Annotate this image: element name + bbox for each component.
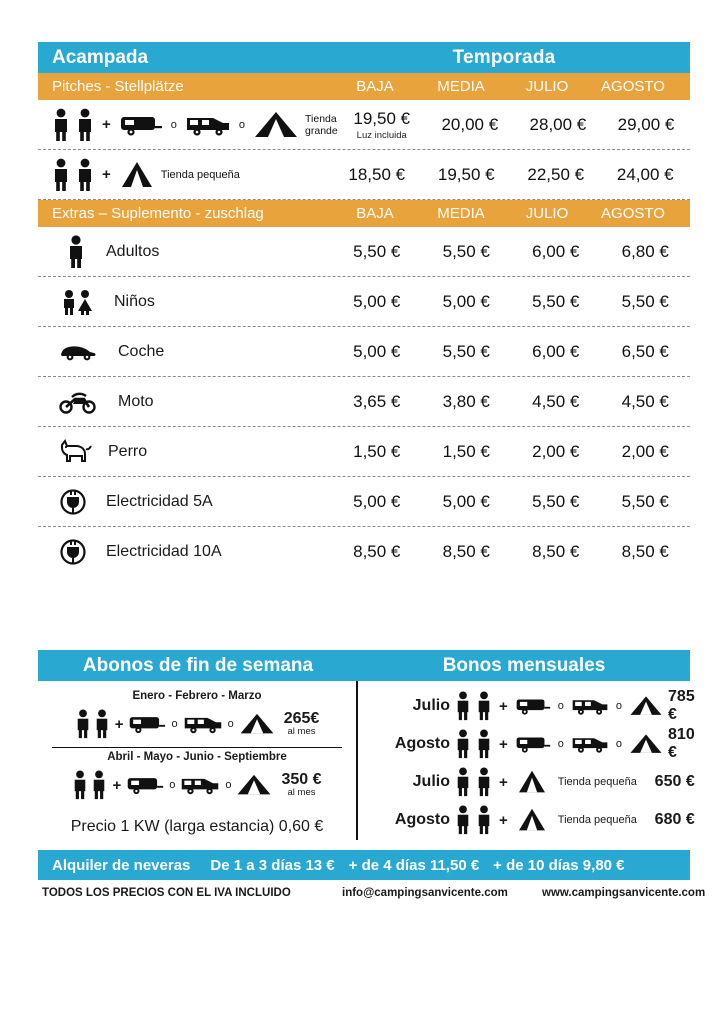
row-label: Electricidad 5A	[106, 492, 213, 510]
caravan-icon	[515, 695, 551, 717]
price-julio: 2,00 €	[532, 441, 580, 461]
plus-separator: +	[499, 811, 508, 829]
pitches-header-row	[38, 73, 690, 100]
abono-months-1: Enero - Febrero - Marzo	[132, 690, 262, 702]
bono-price: 810 €	[668, 726, 695, 761]
abono-row	[46, 764, 348, 806]
table-row	[38, 327, 690, 377]
person-icon	[476, 767, 492, 797]
bottom-section	[38, 650, 706, 906]
price-agosto: 4,50 €	[621, 391, 669, 411]
o-separator: o	[615, 700, 623, 712]
caravan-icon	[515, 733, 551, 755]
o-separator: o	[557, 700, 564, 712]
abono-row	[46, 703, 348, 745]
camper-icon	[571, 695, 609, 717]
price-julio: 4,50 €	[532, 391, 580, 411]
price-agosto: 8,50 €	[621, 542, 669, 561]
abono-price-sub-1: al mes	[287, 726, 316, 738]
o-separator: o	[170, 118, 177, 131]
abono-price-sub-2: al mes	[287, 787, 316, 799]
plus-separator: +	[102, 166, 111, 183]
person-icon	[94, 709, 110, 739]
col-julio: JULIO	[525, 78, 569, 95]
pitches-label: Pitches - Stellplätze	[52, 78, 184, 95]
o-separator: o	[169, 779, 176, 791]
plug-icon	[60, 537, 86, 567]
table-row	[38, 477, 690, 527]
bonos-panel	[358, 681, 695, 840]
camper-icon	[183, 712, 223, 736]
divider	[52, 747, 342, 748]
plug-icon	[60, 487, 86, 517]
plus-separator: +	[114, 715, 124, 733]
row-label: Niños	[114, 292, 155, 310]
person-icon	[476, 691, 492, 721]
person-icon	[52, 158, 70, 192]
kw-price-line: Precio 1 KW (larga estancia) 0,60 €	[70, 818, 324, 835]
caravan-icon	[119, 112, 163, 138]
bonos-title: Bonos mensuales	[358, 650, 690, 681]
person-icon	[52, 108, 70, 142]
website-link[interactable]: www.campingsanvicente.com	[542, 887, 706, 899]
price-media: 5,50 €	[442, 241, 490, 261]
person-icon	[455, 805, 471, 835]
tent-large-icon	[629, 694, 663, 718]
price-baja: 1,50 €	[353, 441, 401, 461]
tienda-pequena-note: Tienda pequeña	[557, 776, 637, 788]
bono-month: Julio	[412, 773, 450, 790]
acampada-header	[38, 42, 690, 73]
person-icon	[476, 729, 492, 759]
children-icon	[60, 287, 94, 317]
price-baja: 19,50 €	[353, 108, 411, 128]
table-row	[38, 227, 690, 277]
row-label: Electricidad 10A	[106, 543, 222, 560]
price-agosto: 6,50 €	[621, 341, 669, 361]
dog-icon	[58, 439, 94, 465]
fridge-item-2: + de 4 días 11,50 €	[348, 856, 480, 874]
bono-month: Agosto	[394, 735, 450, 752]
bono-row	[376, 801, 695, 839]
price-baja: 5,00 €	[353, 291, 401, 311]
col-agosto: AGOSTO	[601, 205, 665, 222]
camper-icon	[185, 112, 231, 138]
tent-large-icon	[236, 772, 272, 798]
bono-price: 785 €	[668, 688, 695, 723]
table-row	[38, 100, 690, 150]
abono-price-2: 350 €	[281, 770, 322, 788]
tent-large-icon	[629, 732, 663, 756]
acampada-title: Acampada	[52, 46, 149, 68]
col-agosto: AGOSTO	[601, 78, 665, 95]
bono-price: 650 €	[654, 773, 695, 790]
price-agosto: 24,00 €	[616, 164, 674, 184]
table-row	[38, 427, 690, 477]
plus-separator: +	[499, 697, 508, 715]
price-baja: 5,00 €	[353, 341, 401, 361]
price-media: 19,50 €	[437, 164, 495, 184]
tienda-grande-note: Tienda grande	[305, 112, 338, 137]
price-media: 1,50 €	[442, 441, 490, 461]
price-note: Luz incluida	[356, 129, 407, 141]
col-baja: BAJA	[356, 78, 394, 95]
price-baja: 8,50 €	[353, 542, 401, 561]
price-julio: 22,50 €	[527, 164, 585, 184]
fridge-item-1: De 1 a 3 días 13 €	[210, 856, 335, 874]
price-julio: 5,50 €	[532, 291, 580, 311]
fridge-title: Alquiler de neveras	[52, 856, 191, 874]
row-label: Adultos	[106, 242, 160, 260]
car-icon	[58, 341, 98, 363]
caravan-icon	[126, 773, 164, 797]
plus-separator: +	[499, 735, 508, 753]
person-icon	[76, 108, 94, 142]
motorbike-icon	[58, 389, 98, 415]
o-separator: o	[227, 718, 234, 730]
camper-icon	[571, 733, 609, 755]
price-baja: 3,65 €	[353, 391, 401, 411]
price-julio: 5,50 €	[532, 491, 580, 511]
bono-month: Agosto	[394, 811, 450, 828]
price-media: 5,00 €	[442, 291, 490, 311]
table-row	[38, 527, 690, 577]
bono-price: 680 €	[654, 811, 695, 828]
tent-large-icon	[253, 110, 299, 140]
plus-separator: +	[112, 776, 122, 794]
plus-separator: +	[102, 116, 111, 133]
tienda-pequena-note: Tienda pequeña	[160, 168, 240, 181]
row-label: Moto	[118, 392, 154, 410]
price-media: 3,80 €	[442, 391, 490, 411]
bono-row	[376, 763, 695, 801]
price-media: 5,00 €	[442, 491, 490, 511]
person-icon	[72, 770, 88, 800]
row-label: Perro	[108, 442, 148, 460]
person-icon	[455, 767, 471, 797]
o-separator: o	[171, 718, 178, 730]
bono-row	[376, 687, 695, 725]
bono-month: Julio	[412, 697, 450, 714]
price-agosto: 5,50 €	[621, 491, 669, 511]
camper-icon	[180, 773, 220, 797]
col-media: MEDIA	[437, 78, 485, 95]
bottom-body	[38, 681, 695, 840]
person-icon	[91, 770, 107, 800]
tent-small-icon	[119, 160, 155, 190]
price-sheet	[38, 42, 690, 577]
caravan-icon	[128, 712, 166, 736]
tent-large-icon	[239, 711, 275, 737]
fridge-rental-bar	[38, 850, 690, 880]
o-separator: o	[615, 738, 623, 750]
person-icon	[455, 691, 471, 721]
price-julio: 8,50 €	[532, 542, 580, 561]
row-label: Coche	[118, 342, 165, 360]
price-agosto: 2,00 €	[621, 441, 669, 461]
person-icon	[75, 709, 91, 739]
o-separator: o	[557, 738, 564, 750]
col-baja: BAJA	[356, 205, 394, 222]
adult-icon	[66, 235, 86, 269]
table-row	[38, 150, 690, 200]
price-agosto: 5,50 €	[621, 291, 669, 311]
price-agosto: 29,00 €	[617, 114, 675, 134]
person-icon	[76, 158, 94, 192]
col-media: MEDIA	[437, 205, 485, 222]
o-separator: o	[225, 779, 232, 791]
price-media: 20,00 €	[441, 114, 499, 134]
email-link[interactable]: info@campingsanvicente.com	[342, 887, 508, 899]
person-icon	[455, 729, 471, 759]
abono-price-1: 265€	[283, 709, 320, 727]
price-baja: 5,50 €	[353, 241, 401, 261]
price-julio: 6,00 €	[532, 241, 580, 261]
bottom-headers	[38, 650, 690, 681]
o-separator: o	[238, 118, 246, 131]
bono-row	[376, 725, 695, 763]
price-media: 8,50 €	[442, 542, 490, 561]
abonos-panel	[38, 681, 358, 840]
price-media: 5,50 €	[442, 341, 490, 361]
tienda-pequena-note: Tienda pequeña	[557, 814, 637, 826]
price-baja: 18,50 €	[348, 164, 406, 184]
price-baja: 5,00 €	[353, 491, 401, 511]
price-julio: 28,00 €	[529, 114, 587, 134]
tent-small-icon	[515, 769, 549, 795]
abono-months-2: Abril - Mayo - Junio - Septiembre	[107, 751, 287, 763]
tent-small-icon	[515, 807, 549, 833]
col-julio: JULIO	[525, 205, 569, 222]
fridge-item-3: + de 10 días 9,80 €	[493, 856, 625, 874]
price-agosto: 6,80 €	[621, 241, 669, 261]
person-icon	[476, 805, 492, 835]
table-row	[38, 377, 690, 427]
abonos-title: Abonos de fin de semana	[38, 650, 358, 681]
price-julio: 6,00 €	[532, 341, 580, 361]
iva-note: TODOS LOS PRECIOS CON EL IVA INCLUIDO	[42, 887, 291, 899]
plus-separator: +	[499, 773, 508, 791]
temporada-title: Temporada	[452, 46, 556, 68]
footer-note	[38, 880, 706, 906]
table-row	[38, 277, 690, 327]
extras-label: Extras – Suplemento - zuschlag	[52, 205, 264, 222]
extras-header-row	[38, 200, 690, 227]
